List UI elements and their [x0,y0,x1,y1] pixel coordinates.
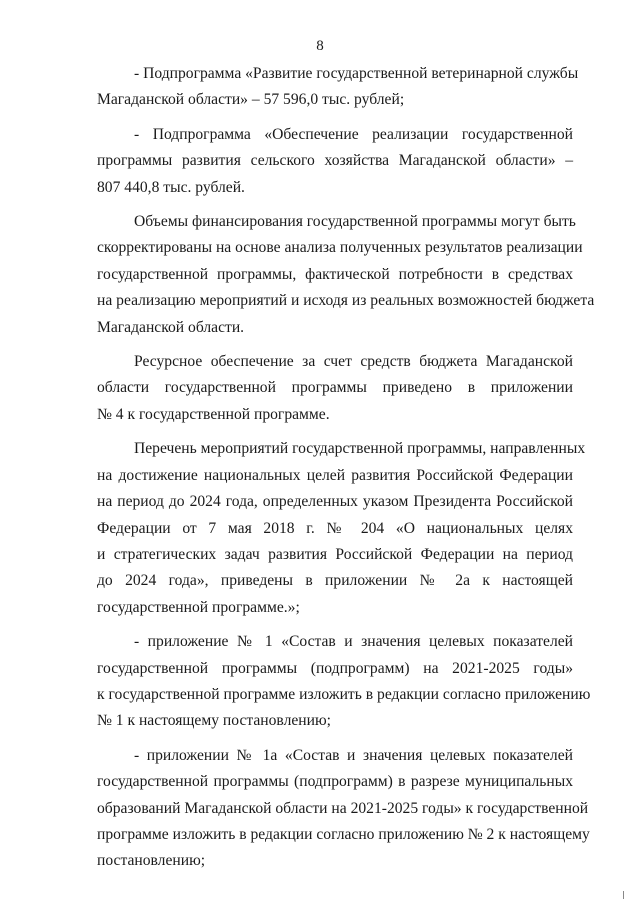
text-line: государственной программе.»; [97,598,300,616]
text-line: - приложении № 1а «Состав и значения целевых показателей [134,746,573,764]
text-line: к государственной программе изложить в редакции согласно приложению [97,685,591,703]
paragraph [97,349,573,428]
text-line: 807 440,8 тыс. рублей. [97,178,245,196]
text-line: государственной программы (подпрограмм) в разрезе муниципальных [97,773,573,791]
text-line: скорректированы на основе анализа полученных результатов реализации [97,239,583,257]
text-line: до 2024 года», приведены в приложении № 2а к настоящей [97,572,573,590]
text-line: на достижение национальных целей развития Российской Федерации [97,466,573,484]
scan-mark [623,891,624,899]
text-line: - Подпрограмма «Развитие государственной ветеринарной службы [134,65,579,82]
text-line: № 1 к настоящему постановлению; [97,712,331,730]
text-line: № 4 к государственной программе. [97,405,330,423]
text-line: - Подпрограмма «Обеспечение реализации государственной [134,125,573,143]
document-body [97,61,595,883]
text-line: Объемы финансирования государственной программы могут быть [134,213,576,231]
text-line: государственной программы (подпрограмм) на 2021-2025 годы» [97,659,573,677]
text-line: постановлению; [97,852,206,870]
text-line: образований Магаданской области на 2021-2025 годы» к государственной [97,799,589,817]
text-line: Перечень мероприятий государственной программы, направленных [134,440,586,458]
text-line: на реализацию мероприятий и исходя из реальных возможностей бюджета [97,292,595,310]
paragraph [97,122,573,201]
paragraph [97,436,586,621]
text-line: - приложение № 1 «Состав и значения целевых показателей [134,633,573,651]
text-line: государственной программы, фактической потребности в средствах [97,265,573,283]
text-line: Магаданской области. [97,318,245,336]
text-line: на период до 2024 года, определенных указом Президента Российской [97,493,573,511]
text-line: и стратегических задач развития Российской Федерации на период [97,545,573,563]
page-number: 8 [316,38,324,54]
paragraph [97,629,591,735]
text-line: программе изложить в редакции согласно приложению № 2 к настоящему [97,825,590,843]
paragraph [97,743,590,875]
paragraph [97,209,595,341]
text-line: Ресурсное обеспечение за счет средств бюджета Магаданской [134,353,573,371]
text-line: области государственной программы приведено в приложении [97,379,573,397]
text-line: Магаданской области» – 57 596,0 тыс. рублей; [97,91,405,109]
text-line: программы развития сельского хозяйства Магаданской области» – [97,152,573,170]
paragraph [97,61,579,114]
text-line: Федерации от 7 мая 2018 г. № 204 «О национальных целях [97,519,573,537]
